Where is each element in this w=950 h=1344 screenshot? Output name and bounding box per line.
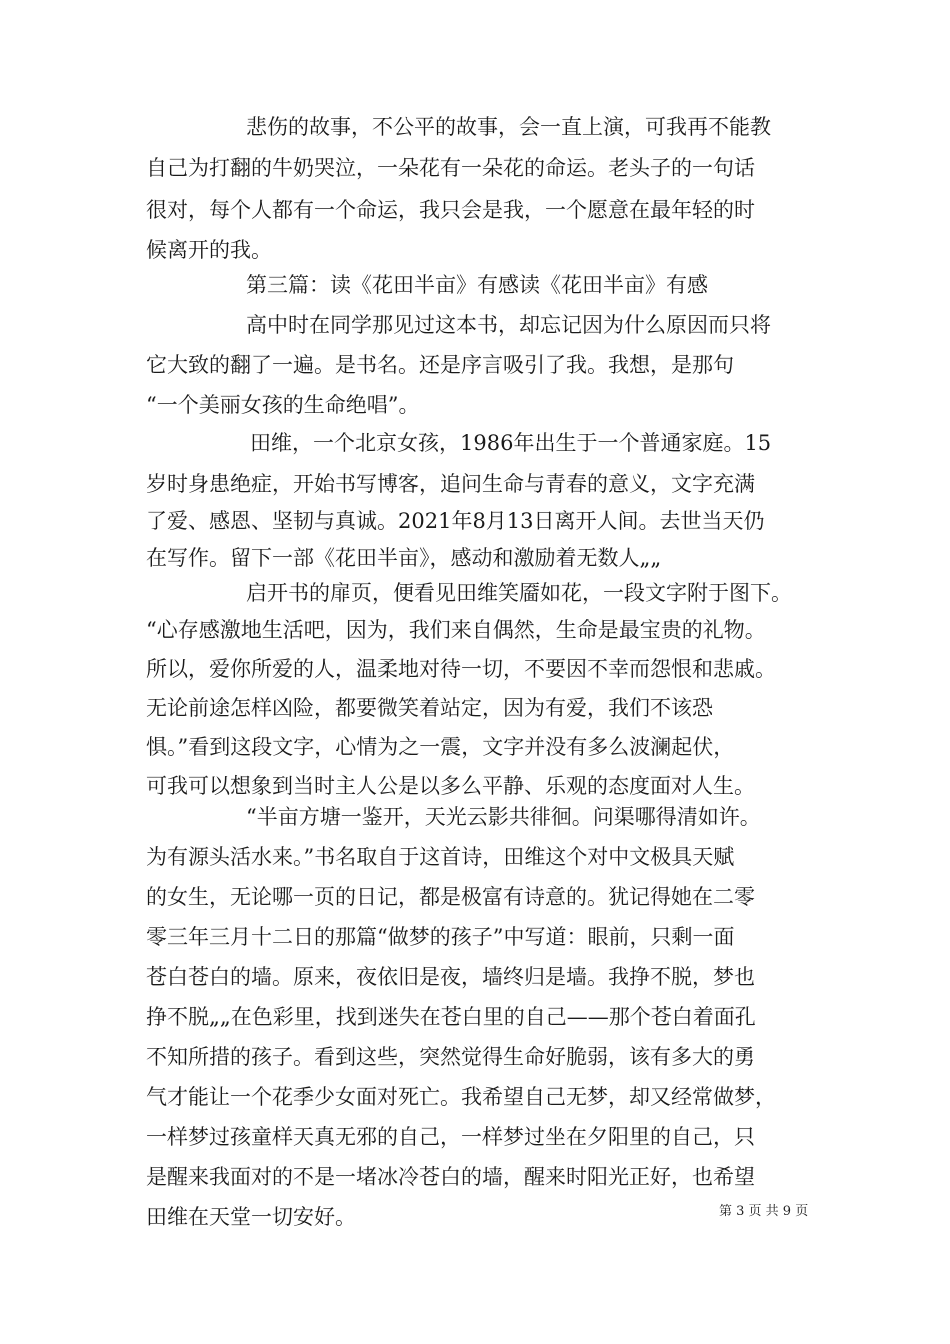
text-line: 自己为打翻的牛奶哭泣，一朵花有一朵花的命运。老头子的一句话 [146, 156, 755, 180]
text-line: 候离开的我。 [146, 238, 272, 262]
text-line: “半亩方塘一鉴开，天光云影共徘徊。问渠哪得清如许。 [246, 805, 761, 829]
text-line: 不知所措的孩子。看到这些，突然觉得生命好脆弱，该有多大的勇 [146, 1045, 755, 1069]
text-line: “心存感激地生活吧，因为，我们来自偶然，生命是最宝贵的礼物。 [146, 618, 766, 642]
text-line: 了爱、感恩、坚韧与真诚。2021年8月13日离开人间。去世当天仍 [146, 509, 765, 533]
page-number: 第 3 页 共 9 页 [719, 1204, 809, 1219]
text-line: 无论前途怎样凶险，都要微笑着站定，因为有爱，我们不该恐 [146, 696, 713, 720]
text-line: 惧。”看到这段文字，心情为之一震，文字并没有多么波澜起伏， [146, 735, 735, 759]
text-line: 可我可以想象到当时主人公是以多么平静、乐观的态度面对人生。 [146, 774, 755, 798]
text-line: 苍白苍白的墙。原来，夜依旧是夜，墙终归是墙。我挣不脱，梦也 [146, 965, 755, 989]
text-line: 的女生，无论哪一页的日记，都是极富有诗意的。犹记得她在二零 [146, 885, 755, 909]
text-line: 在写作。留下一部《花田半亩》，感动和激励着无数人„„ [146, 546, 662, 570]
text-line: 零三年三月十二日的那篇“做梦的孩子”中写道：眼前，只剩一面 [146, 925, 735, 949]
text-line: 它大致的翻了一遍。是书名。还是序言吸引了我。我想，是那句 [146, 353, 734, 377]
section-heading: 第三篇：读《花田半亩》有感读《花田半亩》有感 [246, 273, 708, 297]
text-line: 田维在天堂一切安好。 [146, 1205, 356, 1229]
text-line: 一样梦过孩童样天真无邪的自己，一样梦过坐在夕阳里的自己，只 [146, 1125, 755, 1149]
text-line: 挣不脱„„在色彩里，找到迷失在苍白里的自己——那个苍白着面孔 [146, 1005, 756, 1029]
text-line: 岁时身患绝症，开始书写博客，追问生命与青春的意义，文字充满 [146, 472, 755, 496]
text-line: 气才能让一个花季少女面对死亡。我希望自己无梦，却又经常做梦， [146, 1085, 776, 1109]
text-line: 为有源头活水来。”书名取自于这首诗，田维这个对中文极具天赋 [146, 845, 735, 869]
text-line: 很对，每个人都有一个命运，我只会是我，一个愿意在最年轻的时 [146, 198, 755, 222]
text-line: 所以，爱你所爱的人，温柔地对待一切，不要因不幸而怨恨和悲戚。 [146, 657, 776, 681]
text-line: 悲伤的故事，不公平的故事，会一直上演，可我再不能教 [246, 115, 771, 139]
text-line: 高中时在同学那见过这本书，却忘记因为什么原因而只将 [246, 313, 771, 337]
text-line: “一个美丽女孩的生命绝唱”。 [146, 393, 420, 417]
text-line: 是醒来我面对的不是一堵冰冷苍白的墙，醒来时阳光正好，也希望 [146, 1165, 755, 1189]
text-line: 启开书的扉页，便看见田维笑靥如花，一段文字附于图下。 [246, 581, 792, 605]
text-line: 田维，一个北京女孩，1986年出生于一个普通家庭。15 [250, 431, 772, 455]
